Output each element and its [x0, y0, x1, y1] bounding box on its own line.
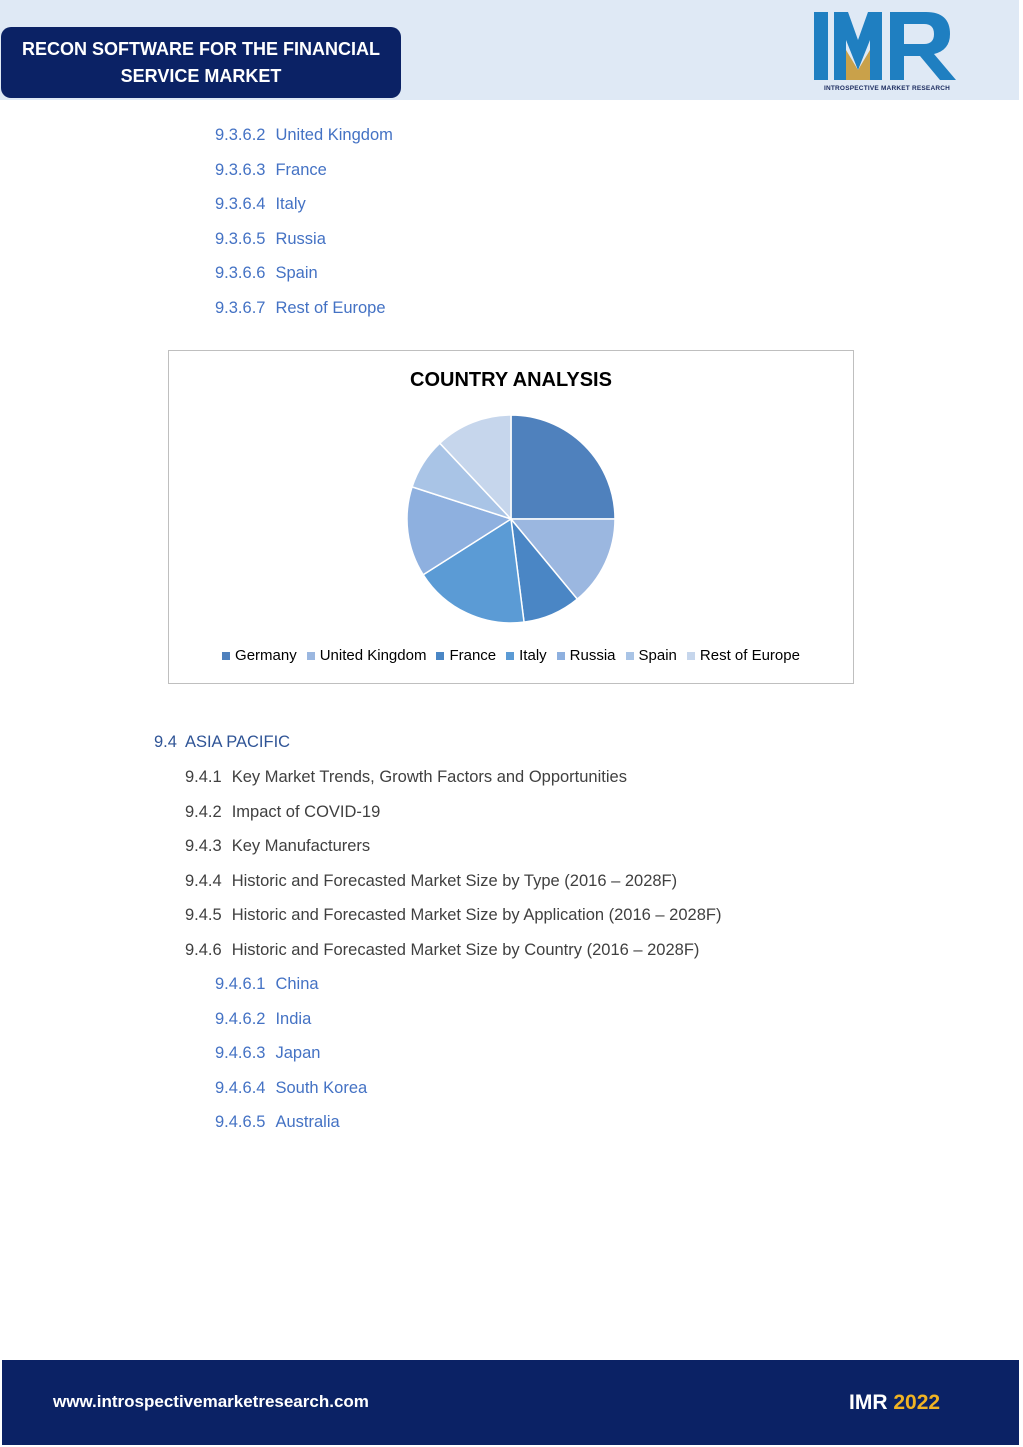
toc-label: Australia	[275, 1113, 340, 1132]
legend-item	[307, 647, 427, 664]
legend-swatch	[626, 652, 634, 660]
toc-number: 9.4.1	[185, 768, 222, 786]
toc-number: 9.4.6.4	[215, 1078, 266, 1097]
pie-chart	[169, 351, 853, 641]
toc-item-country[interactable]	[215, 195, 306, 214]
section-heading-asia-pacific[interactable]	[154, 733, 290, 752]
legend-label: Russia	[569, 647, 616, 664]
report-title-line2: SERVICE MARKET	[120, 65, 282, 86]
toc-item[interactable]	[185, 803, 380, 822]
toc-number: 9.4.6.5	[215, 1113, 266, 1132]
footer-url[interactable]: www.introspectivemarketresearch.com	[53, 1392, 369, 1411]
toc-item[interactable]	[185, 941, 699, 960]
toc-number: 9.4.6.3	[215, 1044, 266, 1063]
legend-swatch	[307, 652, 315, 660]
legend-label: United Kingdom	[319, 647, 427, 664]
toc-number: 9.4.2	[185, 802, 222, 821]
legend-item	[557, 647, 616, 664]
legend-item	[626, 647, 677, 664]
chart-title: COUNTRY ANALYSIS	[410, 369, 612, 391]
toc-label: Impact of COVID-19	[231, 802, 381, 821]
toc-label: China	[275, 975, 319, 993]
legend-swatch	[557, 652, 565, 660]
toc-number: 9.3.6.3	[215, 160, 266, 179]
footer-year: 2022	[893, 1391, 941, 1414]
toc-item-country[interactable]	[215, 264, 318, 283]
report-title	[1, 27, 401, 98]
toc-label: Rest of Europe	[275, 299, 386, 317]
legend-swatch	[506, 652, 514, 660]
footer-brand-name: IMR	[849, 1391, 888, 1414]
toc-item-country[interactable]	[215, 161, 327, 180]
toc-item-country[interactable]	[215, 1010, 311, 1029]
legend-item	[222, 647, 297, 664]
legend-item	[506, 647, 547, 664]
toc-item[interactable]	[185, 906, 721, 925]
toc-label: Key Manufacturers	[231, 837, 371, 856]
toc-label: India	[275, 1009, 312, 1028]
country-analysis-chart	[168, 350, 854, 684]
toc-label: Historic and Forecasted Market Size by Application (2016 – 2028F)	[231, 906, 722, 925]
legend-label: France	[449, 647, 497, 664]
toc-label: Japan	[275, 1044, 321, 1063]
toc-item-country[interactable]	[215, 1044, 320, 1063]
toc-item-country[interactable]	[215, 1079, 367, 1098]
toc-item[interactable]	[185, 837, 370, 856]
toc-item-country[interactable]	[215, 126, 393, 145]
toc-number: 9.4.4	[185, 871, 222, 890]
toc-number: 9.4.6	[185, 941, 222, 959]
toc-number: 9.3.6.7	[215, 299, 266, 317]
toc-number: 9.3.6.5	[215, 229, 266, 248]
legend-swatch	[687, 652, 695, 660]
section-label: ASIA PACIFIC	[184, 733, 291, 751]
toc-label: South Korea	[275, 1078, 368, 1097]
toc-number: 9.3.6.6	[215, 264, 266, 283]
legend-label: Germany	[235, 647, 297, 664]
toc-item-country[interactable]	[215, 230, 326, 249]
report-title-line1: RECON SOFTWARE FOR THE FINANCIAL	[22, 38, 380, 59]
toc-label: Historic and Forecasted Market Size by Country (2016 – 2028F)	[231, 941, 700, 959]
toc-label: Russia	[275, 229, 326, 248]
footer-brand	[849, 1391, 940, 1415]
toc-number: 9.4.3	[185, 837, 222, 856]
toc-number: 9.4.6.2	[215, 1009, 266, 1028]
toc-number: 9.3.6.2	[215, 126, 266, 144]
toc-label: Italy	[275, 195, 306, 214]
toc-number: 9.3.6.4	[215, 195, 266, 214]
legend-label: Spain	[638, 647, 677, 664]
pie-slice-germany	[511, 415, 615, 519]
toc-number: 9.4.5	[185, 906, 222, 925]
chart-legend	[169, 647, 853, 664]
legend-swatch	[436, 652, 444, 660]
toc-label: United Kingdom	[275, 126, 393, 144]
section-number: 9.4	[154, 733, 177, 751]
legend-item	[687, 647, 800, 664]
logo-caption: INTROSPECTIVE MARKET RESEARCH	[823, 85, 951, 92]
footer	[2, 1360, 1019, 1445]
toc-item-country[interactable]	[215, 975, 319, 994]
toc-label: Historic and Forecasted Market Size by Type (2016 – 2028F)	[231, 871, 678, 890]
toc-label: France	[275, 160, 327, 179]
toc-item[interactable]	[185, 768, 627, 787]
toc-item-country[interactable]	[215, 299, 386, 318]
legend-item	[436, 647, 496, 664]
imr-logo	[814, 10, 960, 94]
legend-label: Rest of Europe	[699, 647, 800, 664]
toc-item-country[interactable]	[215, 1113, 340, 1132]
legend-swatch	[222, 652, 230, 660]
toc-item[interactable]	[185, 872, 677, 891]
legend-label: Italy	[519, 647, 547, 664]
toc-label: Key Market Trends, Growth Factors and Opportunities	[231, 768, 627, 786]
toc-label: Spain	[275, 264, 318, 283]
toc-number: 9.4.6.1	[215, 975, 266, 993]
